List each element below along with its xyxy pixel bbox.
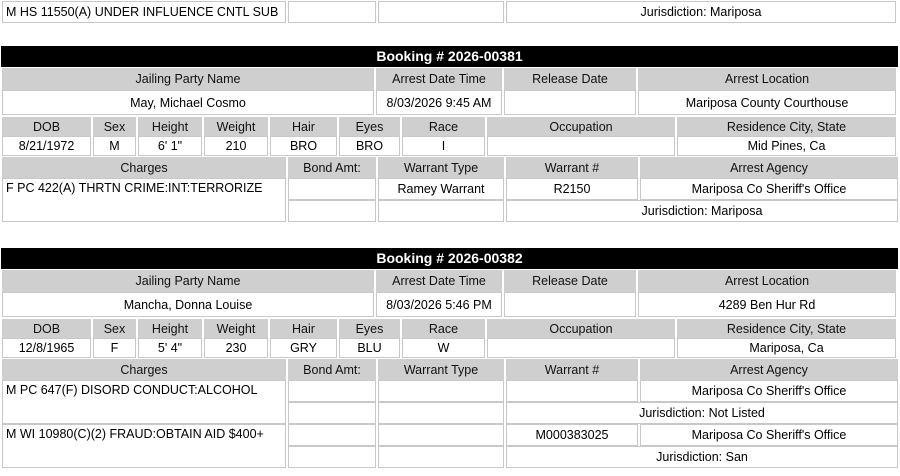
header-race: Race [402, 319, 485, 338]
arrest-agency: Mariposa Co Sheriff's Office [640, 178, 898, 200]
arrest-date-time: 8/03/2026 5:46 PM [376, 292, 502, 317]
race: I [402, 136, 485, 156]
eyes: BLU [339, 338, 400, 358]
weight: 230 [204, 338, 268, 358]
header-dob: DOB [2, 117, 91, 136]
header-hair: Hair [270, 319, 337, 338]
header-jailing-party-name: Jailing Party Name [2, 68, 374, 90]
arrest-date-time: 8/03/2026 9:45 AM [376, 90, 502, 115]
arrest-location: Mariposa County Courthouse [638, 90, 896, 115]
header-arrest-location: Arrest Location [638, 68, 896, 90]
header-release-date: Release Date [504, 270, 636, 292]
header-sex: Sex [93, 117, 136, 136]
booking-person-table [0, 117, 898, 156]
jurisdiction: Jurisdiction: Mariposa [506, 200, 898, 222]
header-occupation: Occupation [487, 319, 675, 338]
header-arrest-date-time: Arrest Date Time [376, 68, 502, 90]
warrant-type: Ramey Warrant [378, 178, 504, 200]
header-warrant-no: Warrant # [506, 157, 638, 178]
jailing-party-name: May, Michael Cosmo [2, 90, 374, 115]
header-bond-amt: Bond Amt: [288, 157, 376, 178]
eyes: BRO [339, 136, 400, 156]
header-charges: Charges [2, 157, 286, 178]
charge-text: M HS 11550(A) UNDER INFLUENCE CNTL SUB [2, 1, 286, 23]
header-arrest-date-time: Arrest Date Time [376, 270, 502, 292]
header-eyes: Eyes [339, 117, 400, 136]
header-bond-amt: Bond Amt: [288, 359, 376, 380]
warrant-type [378, 424, 504, 446]
booking-arrest-table [0, 68, 898, 115]
warrant-number [506, 380, 638, 402]
jurisdiction: Jurisdiction: Not Listed [506, 402, 898, 424]
bond-amount-secondary [288, 402, 376, 424]
bond-amount [288, 380, 376, 402]
occupation [487, 338, 675, 358]
charge-text: M WI 10980(C)(2) FRAUD:OBTAIN AID $400+ [2, 424, 286, 468]
header-height: Height [138, 319, 202, 338]
arrest-agency: Mariposa Co Sheriff's Office [640, 380, 898, 402]
header-hair: Hair [270, 117, 337, 136]
dob: 8/21/1972 [2, 136, 91, 156]
booking-person-table [0, 319, 898, 358]
jurisdiction: Jurisdiction: San [506, 446, 898, 468]
booking-title-bar: Booking # 2026-00381 [1, 46, 898, 67]
warrant-type-secondary [378, 200, 504, 222]
booking-charges-table [0, 359, 900, 468]
sex: M [93, 136, 136, 156]
residence: Mariposa, Ca [677, 338, 896, 358]
header-warrant-type: Warrant Type [378, 157, 504, 178]
jurisdiction: Jurisdiction: Mariposa [506, 1, 896, 23]
header-sex: Sex [93, 319, 136, 338]
header-residence: Residence City, State [677, 319, 896, 338]
header-weight: Weight [204, 319, 268, 338]
bond-amount-secondary [288, 200, 376, 222]
header-height: Height [138, 117, 202, 136]
occupation [487, 136, 675, 156]
arrest-agency: Mariposa Co Sheriff's Office [640, 424, 898, 446]
release-date [504, 90, 636, 115]
warrant-type [378, 1, 504, 23]
bond-amount [288, 424, 376, 446]
release-date [504, 292, 636, 317]
height: 5' 4" [138, 338, 202, 358]
jailing-party-name: Mancha, Donna Louise [2, 292, 374, 317]
height: 6' 1" [138, 136, 202, 156]
header-weight: Weight [204, 117, 268, 136]
header-arrest-agency: Arrest Agency [640, 359, 898, 380]
header-eyes: Eyes [339, 319, 400, 338]
sex: F [93, 338, 136, 358]
hair: GRY [270, 338, 337, 358]
warrant-type-secondary [378, 402, 504, 424]
hair: BRO [270, 136, 337, 156]
header-occupation: Occupation [487, 117, 675, 136]
warrant-type-secondary [378, 446, 504, 468]
charge-text: M PC 647(F) DISORD CONDUCT:ALCOHOL [2, 380, 286, 424]
weight: 210 [204, 136, 268, 156]
header-jailing-party-name: Jailing Party Name [2, 270, 374, 292]
header-release-date: Release Date [504, 68, 636, 90]
header-dob: DOB [2, 319, 91, 338]
header-warrant-type: Warrant Type [378, 359, 504, 380]
header-residence: Residence City, State [677, 117, 896, 136]
race: W [402, 338, 485, 358]
warrant-number: R2150 [506, 178, 638, 200]
booking-arrest-table [0, 270, 898, 317]
previous-booking-charge-table [0, 1, 898, 23]
header-arrest-agency: Arrest Agency [640, 157, 898, 178]
bond-amount-secondary [288, 446, 376, 468]
header-race: Race [402, 117, 485, 136]
bond-amount [288, 178, 376, 200]
bond-amount [288, 1, 376, 23]
warrant-type [378, 380, 504, 402]
header-arrest-location: Arrest Location [638, 270, 896, 292]
booking-charges-table [0, 157, 900, 222]
header-charges: Charges [2, 359, 286, 380]
warrant-number: M000383025 [506, 424, 638, 446]
charge-text: F PC 422(A) THRTN CRIME:INT:TERRORIZE [2, 178, 286, 222]
header-warrant-no: Warrant # [506, 359, 638, 380]
dob: 12/8/1965 [2, 338, 91, 358]
booking-title-bar: Booking # 2026-00382 [1, 248, 898, 269]
arrest-location: 4289 Ben Hur Rd [638, 292, 896, 317]
residence: Mid Pines, Ca [677, 136, 896, 156]
